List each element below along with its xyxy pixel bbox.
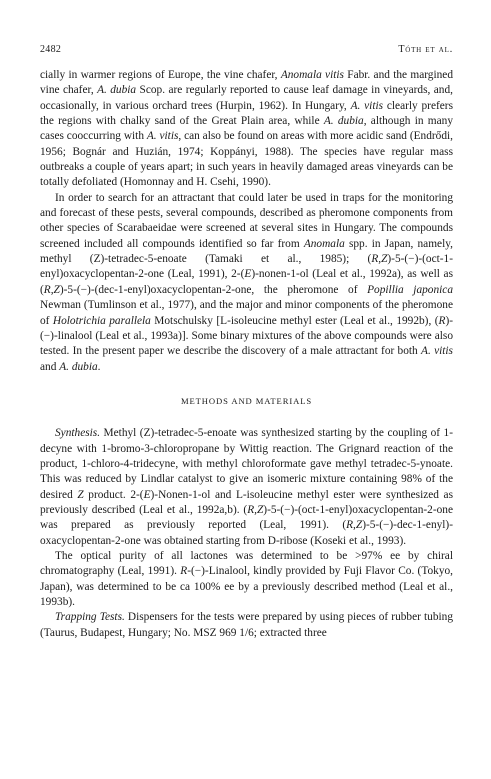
article-body: [40, 68, 453, 641]
running-head: Tóth et al.: [398, 44, 453, 55]
text-run: )-5-(−)-(oct-1-enyl)oxacyclopentan-2-one was prepared as previously reported (Leal, 1991). (: [40, 503, 453, 532]
text-run: )-nonen-1-ol (Leal et al., 1992a), as well as (: [40, 268, 453, 296]
stereo-descriptor: R,Z: [346, 519, 363, 532]
text-run: -(−)-Linalool, kindly provided by Fuji Flavor Co. (Tokyo, Japan), was determined to be ca 100% ee by a previously described method (Leal et al., 1993b).: [40, 565, 453, 608]
species-name: Holotrichia parallela: [52, 314, 151, 327]
paragraph-optical-purity: [40, 549, 453, 610]
text-run: , can also be found on areas with more acidic sand (Endrődi, 1956; Bognár and Huzián, 1974; Koppányi, 1988). The species have regular mass outbreaks a couple of years apart; in such years in heavily damaged areas vineyards can be totally defoliated (Homonnay and H. Csehi, 1990).: [40, 130, 453, 189]
page-header: [40, 44, 453, 55]
species-name: A. dubia: [59, 360, 98, 373]
genus-name: Anomala: [303, 237, 345, 250]
text-run: .: [97, 360, 101, 373]
text-run: )-5-(−)-(oct-1-enyl)oxacyclopentan-2-one (Leal, 1991), 2-(: [40, 253, 453, 281]
text-run: Scop. are regularly reported to cause leaf damage in vineyards, and, occasionally, in various orchard trees (Hurpin, 1962). In Hungary,: [40, 84, 453, 112]
species-name: A. vitis: [421, 345, 453, 358]
text-run: cially in warmer regions of Europe, the vine chafer,: [40, 69, 281, 81]
text-run: Newman (Tumlinson et al., 1977), and the major and minor components of the pheromone of: [40, 299, 453, 327]
text-run: and: [40, 360, 60, 373]
text-run: In order to search for an attractant that could later be used in traps for the monitoring and forecast of these pests, several compounds, described as pheromone components from other species of Scarabaeidae were screened at several sites in Hungary. The compounds screened included all compounds identified so far from: [40, 191, 453, 250]
text-run: Fabr. and the margined vine chafer,: [40, 69, 453, 97]
text-run: spp. in Japan, namely, methyl (Z)-tetradec-5-enoate (Tamaki et al., 1985); (: [40, 237, 453, 266]
stereo-descriptor: R: [438, 314, 446, 327]
stereo-descriptor: E: [143, 488, 151, 501]
species-name: A. vitis: [350, 99, 384, 112]
small-caps-prefix: L: [235, 488, 243, 501]
text-run: Motschulsky [: [150, 314, 221, 327]
text-run: product. 2-(: [83, 488, 144, 501]
species-name: Anomala vitis: [280, 69, 344, 81]
small-caps-prefix: D: [267, 534, 276, 547]
paragraph-trapping-tests: [40, 610, 453, 641]
paragraph-objective: [40, 191, 453, 375]
text-run: -isoleucine methyl ester were synthesized as previously described (Leal et al., 1992a,b). (: [40, 488, 454, 516]
text-run: -isoleucine methyl ester (Leal et al., 1992b), (: [227, 314, 439, 327]
run-in-heading: Trapping Tests.: [55, 611, 125, 624]
stereo-descriptor: Z: [77, 488, 84, 501]
paragraph-intro-continued: [40, 68, 453, 191]
text-run: -ribose (Koseki et al., 1993).: [275, 534, 407, 547]
stereo-descriptor: E: [244, 268, 252, 281]
stereo-descriptor: R: [180, 565, 188, 578]
text-run: Methyl (Z)-tetradec-5-enoate was synthesized starting by the coupling of 1-decyne with 1-bromo-3-chloropropane by Wittig reaction. The Grignard reaction of the product, 1-chloro-4-tridecyne, with methyl chloroformate gave methyl tetradec-5-ynoate. This was reduced by Lindlar catalyst to give an isomeric mixture containing 98% of the desired: [40, 427, 453, 501]
text-run: Dispensers for the tests were prepared by using pieces of rubber tubing (Taurus, Budapest, Hungary; No. MSZ 969 1/6; extracted three: [40, 611, 453, 639]
species-name: A. dubia: [323, 115, 364, 128]
section-heading: METHODS AND MATERIALS: [180, 395, 313, 406]
species-name: A. dubia: [97, 84, 137, 97]
text-run: The optical purity of all lactones was determined to be >97% ee by chiral chromatography (Leal, 1991).: [40, 549, 453, 578]
small-caps-prefix: L: [220, 314, 228, 327]
text-run: , although in many cases cooccurring with: [40, 115, 453, 143]
species-name: A. vitis: [146, 130, 179, 143]
text-run: )-Nonen-1-ol and: [150, 488, 236, 501]
text-run: )-(−)-linalool (Leal et al., 1993a)]. Some binary mixtures of the above compounds were also tested. In the present paper we describe the discovery of a male attractant for both: [40, 314, 454, 358]
stereo-descriptor: R,Z: [371, 253, 388, 266]
text-run: )-5-(−)-(dec-1-enyl)oxacyclopentan-2-one, the pheromone of: [59, 283, 368, 296]
paragraph-synthesis: [40, 426, 453, 549]
species-name: Popillia japonica: [367, 283, 454, 296]
run-in-heading: Synthesis.: [55, 427, 101, 440]
text-run: )-5-(−)-dec-1-enyl)-oxacyclopentan-2-one was obtained starting from: [40, 519, 453, 547]
text-run: clearly prefers the regions with chalky sand of the Great Plain area, while: [40, 99, 453, 128]
stereo-descriptor: R,Z: [43, 283, 60, 296]
page-number: 2482: [40, 44, 62, 55]
stereo-descriptor: R,Z: [247, 503, 264, 516]
